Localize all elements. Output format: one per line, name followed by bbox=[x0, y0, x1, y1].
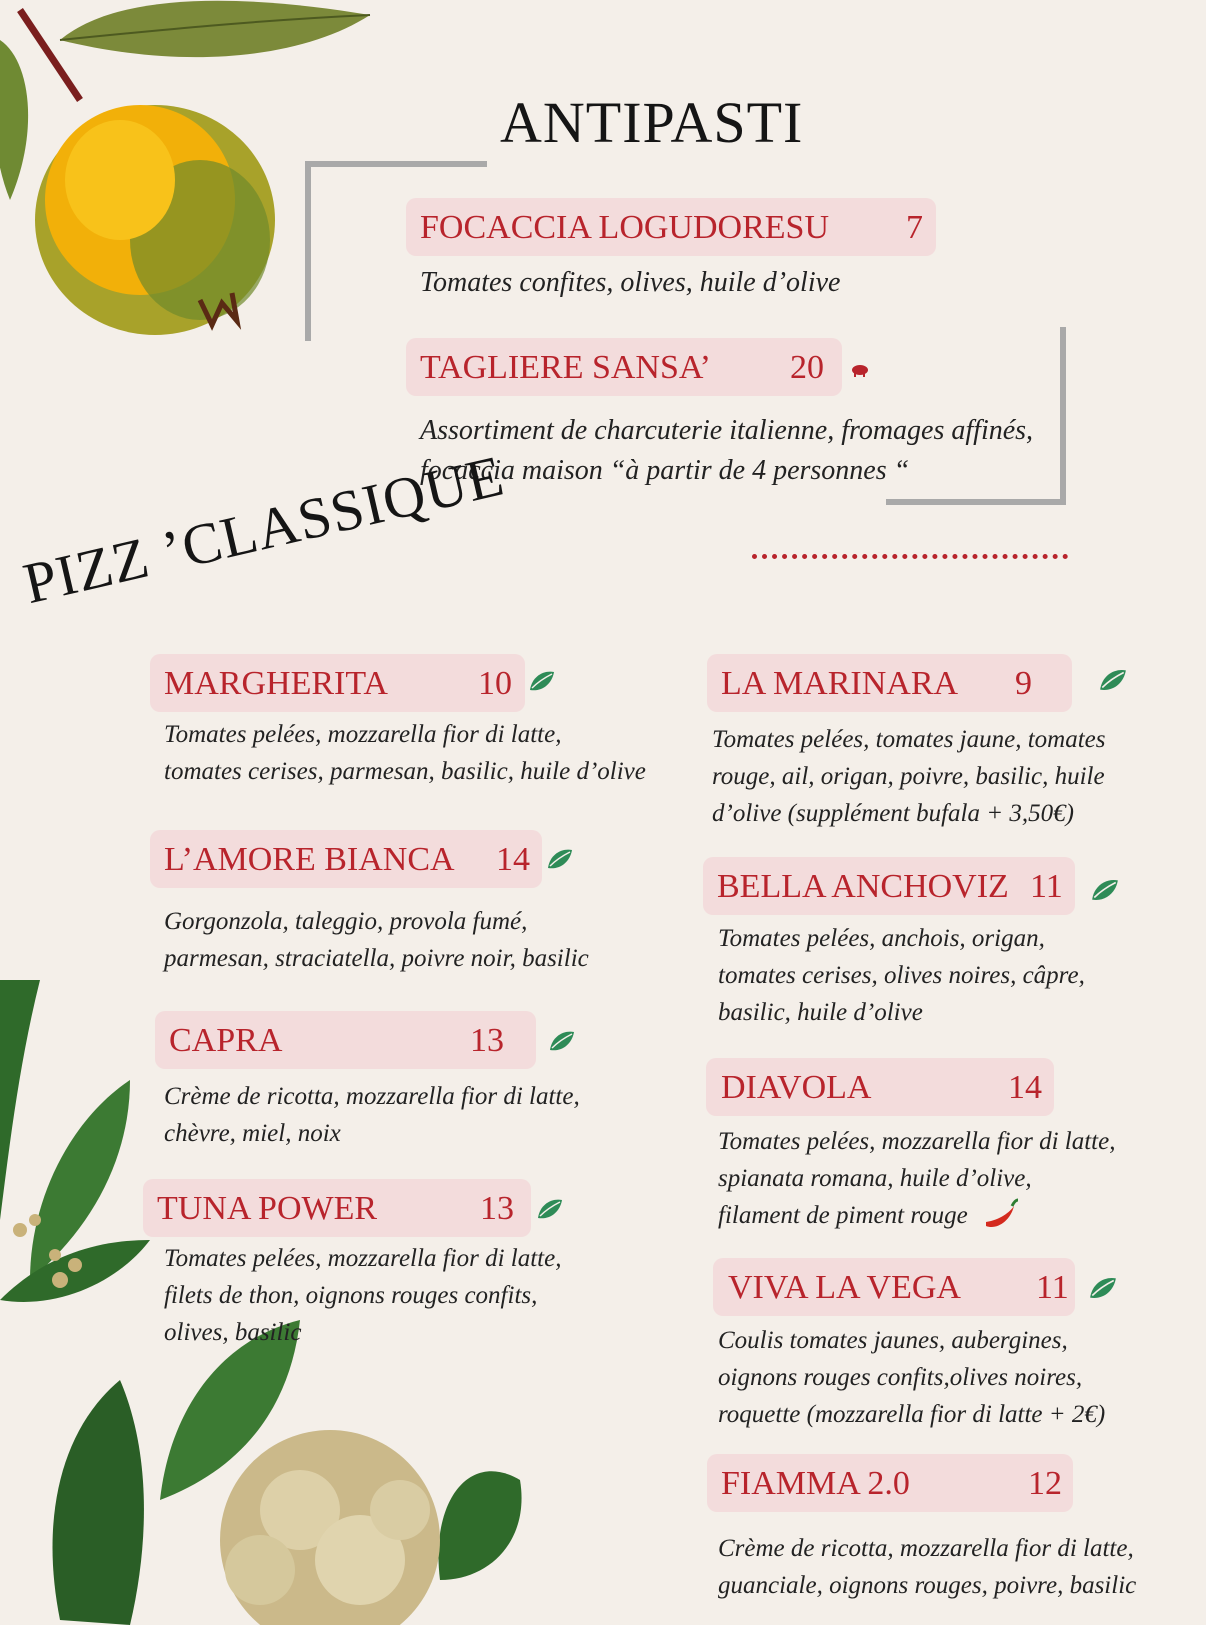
pizza-item-desc: spianata romana, huile d’olive, bbox=[718, 1165, 1032, 1192]
antipasti-item-price: 20 bbox=[790, 349, 824, 386]
frame-bottom-vertical bbox=[1060, 327, 1066, 505]
frame-top-horizontal bbox=[305, 161, 487, 167]
chili-pepper-icon bbox=[980, 1198, 1020, 1234]
pizza-item-name: BELLA ANCHOVIZ bbox=[717, 868, 1009, 905]
pizza-item-name: LA MARINARA bbox=[721, 665, 959, 702]
pizza-item-name: CAPRA bbox=[169, 1022, 283, 1059]
antipasti-item-desc: focaccia maison “à partir de 4 personnes “ bbox=[420, 455, 910, 486]
pizza-item-name: TUNA POWER bbox=[157, 1190, 378, 1227]
frame-bottom-horizontal bbox=[886, 499, 1066, 505]
pizza-item-desc: Gorgonzola, taleggio, provola fumé, bbox=[164, 908, 528, 935]
pizza-item-name: MARGHERITA bbox=[164, 665, 388, 702]
pizza-title: PIZZ ’CLASSIQUE bbox=[17, 442, 510, 617]
pizza-item-desc: Crème de ricotta, mozzarella fior di latte, bbox=[164, 1083, 580, 1110]
pizza-item-desc: Tomates pelées, mozzarella fior di latte, bbox=[164, 721, 562, 748]
pizza-item-desc: Tomates pelées, tomates jaune, tomates bbox=[712, 726, 1106, 753]
pizza-item-desc: olives, basilic bbox=[164, 1319, 302, 1346]
pizza-item-name: DIAVOLA bbox=[721, 1069, 872, 1106]
pizza-item-desc: tomates cerises, parmesan, basilic, huile d’olive bbox=[164, 758, 646, 785]
pizza-item-desc: chèvre, miel, noix bbox=[164, 1120, 341, 1147]
pizza-item-desc: parmesan, straciatella, poivre noir, basilic bbox=[164, 945, 589, 972]
antipasti-item-desc: Tomates confites, olives, huile d’olive bbox=[420, 267, 841, 298]
pizza-item-name: FIAMMA 2.0 bbox=[721, 1465, 910, 1502]
veggie-leaf-icon bbox=[1098, 668, 1128, 692]
pizza-item-desc: Tomates pelées, anchois, origan, bbox=[718, 925, 1045, 952]
antipasti-item-desc: Assortiment de charcuterie italienne, fromages affinés, bbox=[420, 415, 1034, 446]
veggie-leaf-icon bbox=[546, 848, 574, 870]
pizza-item-name: VIVA LA VEGA bbox=[728, 1269, 961, 1306]
pizza-item-price: 14 bbox=[496, 841, 530, 878]
pizza-item-desc: filament de piment rouge bbox=[718, 1202, 968, 1229]
antipasti-item-price: 7 bbox=[906, 209, 923, 246]
pizza-item-desc: rouge, ail, origan, poivre, basilic, huile bbox=[712, 763, 1105, 790]
veggie-leaf-icon bbox=[548, 1030, 576, 1052]
dotted-divider bbox=[752, 554, 1068, 559]
pizza-item-desc: Tomates pelées, mozzarella fior di latte, bbox=[718, 1128, 1116, 1155]
pizza-item-price: 10 bbox=[478, 665, 512, 702]
quince-illustration bbox=[0, 0, 380, 350]
antipasti-item-name: FOCACCIA LOGUDORESU bbox=[420, 209, 829, 246]
pizza-item-desc: d’olive (supplément bufala + 3,50€) bbox=[712, 800, 1074, 827]
pizza-item-price: 11 bbox=[1036, 1269, 1069, 1306]
pizza-item-desc: Tomates pelées, mozzarella fior di latte, bbox=[164, 1245, 562, 1272]
antipasti-item-name: TAGLIERE SANSA’ bbox=[420, 349, 711, 386]
pizza-item-desc: tomates cerises, olives noires, câpre, bbox=[718, 962, 1085, 989]
antipasti-title: ANTIPASTI bbox=[500, 90, 804, 155]
pizza-item-price: 14 bbox=[1008, 1069, 1042, 1106]
pizza-item-desc: roquette (mozzarella fior di latte + 2€) bbox=[718, 1401, 1106, 1428]
pizza-item-desc: Crème de ricotta, mozzarella fior di latte, bbox=[718, 1535, 1134, 1562]
veggie-leaf-icon bbox=[1090, 878, 1120, 902]
pizza-item-price: 11 bbox=[1030, 868, 1063, 905]
pizza-item-price: 9 bbox=[1015, 665, 1032, 702]
frame-top-vertical bbox=[305, 161, 311, 341]
pizza-item-price: 13 bbox=[470, 1022, 504, 1059]
pig-icon bbox=[850, 362, 870, 378]
veggie-leaf-icon bbox=[536, 1198, 564, 1220]
pizza-item-desc: Coulis tomates jaunes, aubergines, bbox=[718, 1327, 1068, 1354]
pizza-item-desc: guanciale, oignons rouges, poivre, basilic bbox=[718, 1572, 1137, 1599]
pizza-item-desc: filets de thon, oignons rouges confits, bbox=[164, 1282, 538, 1309]
pizza-item-price: 13 bbox=[480, 1190, 514, 1227]
veggie-leaf-icon bbox=[1088, 1276, 1118, 1300]
veggie-leaf-icon bbox=[528, 670, 556, 692]
pizza-item-desc: basilic, huile d’olive bbox=[718, 999, 923, 1026]
pizza-item-desc: oignons rouges confits,olives noires, bbox=[718, 1364, 1083, 1391]
pizza-item-price: 12 bbox=[1028, 1465, 1062, 1502]
pizza-item-name: L’AMORE BIANCA bbox=[164, 841, 455, 878]
